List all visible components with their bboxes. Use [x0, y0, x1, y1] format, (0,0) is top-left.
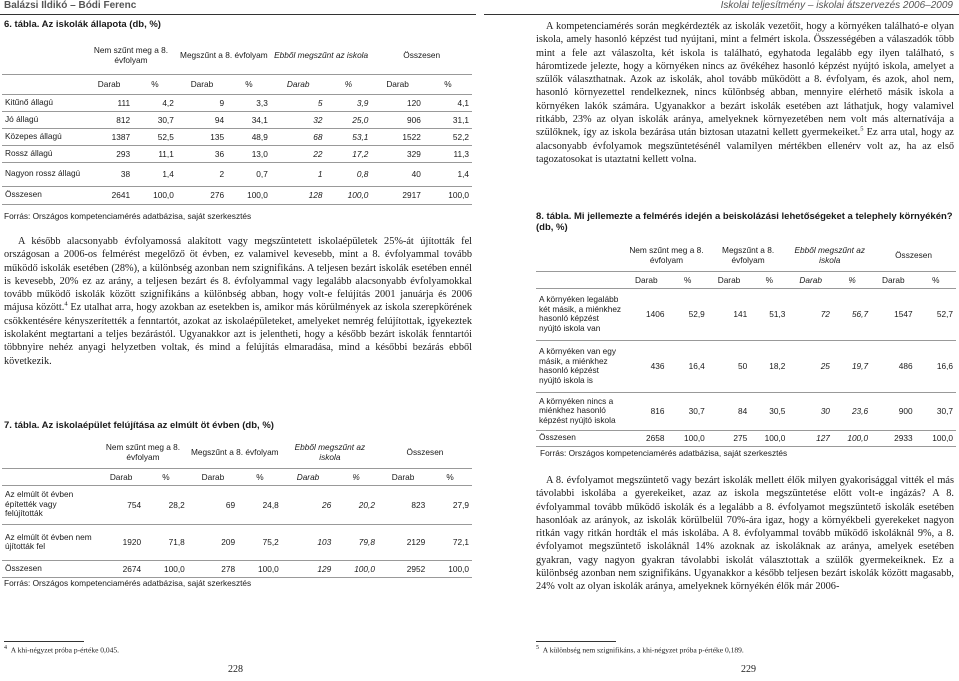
cell: 329: [371, 145, 423, 162]
cell: 36: [177, 145, 227, 162]
cell: 52,5: [133, 128, 177, 145]
table-row: [536, 340, 956, 392]
row-label: Rossz állagú: [2, 145, 85, 162]
footnote: [4, 645, 119, 655]
cell: 135: [177, 128, 227, 145]
cell: 51,3: [750, 288, 788, 340]
table6-subhead: %: [424, 74, 472, 94]
cell: 3,3: [227, 94, 271, 111]
table7-subhead: %: [334, 468, 378, 485]
cell: 71,8: [144, 524, 188, 560]
table6-subhead: %: [227, 74, 271, 94]
cell: 30: [788, 392, 833, 430]
table-row: [536, 288, 956, 340]
cell: 11,1: [133, 145, 177, 162]
cell: 24,8: [238, 485, 282, 524]
cell: 27,9: [428, 485, 472, 524]
cell: 16,6: [916, 340, 956, 392]
row-label: Kitűnő állagú: [2, 94, 85, 111]
cell: 754: [98, 485, 144, 524]
table8-col-group: Összesen: [871, 239, 956, 271]
cell: 72,1: [428, 524, 472, 560]
cell: 2: [177, 162, 227, 186]
cell: 100,0: [424, 186, 472, 204]
table7-source: Forrás: Országos kompetenciamérés adatbázisa, saját szerkesztés: [4, 578, 252, 588]
table6-col-group: Nem szűnt meg a 8. évfolyam: [85, 36, 177, 74]
cell: 5: [271, 94, 326, 111]
cell: 22: [271, 145, 326, 162]
cell: 3,9: [325, 94, 371, 111]
cell: 34,1: [227, 111, 271, 128]
cell: 100,0: [833, 430, 871, 446]
row-label: Az elmúlt öt évben építették vagy felújították: [2, 485, 98, 524]
page-number: 229: [741, 664, 756, 675]
cell: 100,0: [750, 430, 788, 446]
cell: 2641: [85, 186, 133, 204]
left-page: [0, 0, 476, 681]
cell: 11,3: [424, 145, 472, 162]
cell: 30,7: [133, 111, 177, 128]
cell: 128: [271, 186, 326, 204]
cell: 823: [378, 485, 428, 524]
table6: [2, 36, 472, 205]
cell: 129: [282, 560, 334, 577]
cell: 1,4: [133, 162, 177, 186]
cell: 72: [788, 288, 833, 340]
table6-source: Forrás: Országos kompetenciamérés adatbázisa, saját szerkesztés: [4, 211, 252, 221]
table7: [2, 436, 472, 578]
cell: 1547: [871, 288, 916, 340]
table8-subhead: Darab: [788, 271, 833, 288]
paragraph-text-cont: Ez arra utal, hogy az alacsonyabb évfolyamok megszüntetésénél valamilyen mértékben ellenérv volt az, ha az első tagozatosokat is utaztatni kellett volna.: [536, 127, 955, 165]
table7-subhead-blank: [2, 468, 98, 485]
row-label: Összesen: [2, 186, 85, 204]
table6-col-group: Ebből megszűnt az iskola: [271, 36, 372, 74]
cell: 50: [708, 340, 750, 392]
row-label: Összesen: [536, 430, 625, 446]
table8-col-group: Ebből megszűnt az iskola: [788, 239, 871, 271]
cell: 30,5: [750, 392, 788, 430]
footnote-rule: [4, 641, 84, 642]
cell: 100,0: [428, 560, 472, 577]
table7-subhead: Darab: [378, 468, 428, 485]
cell: 2933: [871, 430, 916, 446]
body-paragraph: [536, 20, 954, 166]
cell: 816: [625, 392, 667, 430]
cell: 52,2: [424, 128, 472, 145]
cell: 2658: [625, 430, 667, 446]
right-page: [484, 0, 959, 681]
table7-subhead: Darab: [188, 468, 238, 485]
table-row: [2, 162, 472, 186]
cell: 17,2: [325, 145, 371, 162]
table6-subhead-blank: [2, 74, 85, 94]
paragraph-text: A később alacsonyabb évfolyamossá alakított vagy megszüntetett iskolaépületek 25%-át újították fel országosan a 2006-os felmérést megelőző öt évben, ez valamivel kevesebb, mint a 8. évfolyammal tovább működő iskolák esetében (28%), a különbség azonban nem szignifikáns. A teljesen bezárt iskolák esetében ennél is kevesebb, 20% ez az arány, a teljesen bezárt és 8. évfolyammal vagy legalább alacsonyabb évfolyamokkal tovább működő iskolák között szignifikáns a különbség abban, hogy volt-e felújítás 2001 januárja és 2006 májusa között.: [4, 236, 472, 314]
running-header-title: Iskolai teljesítmény – iskolai átszervezés 2006–2009: [720, 0, 953, 11]
cell: 40: [371, 162, 423, 186]
cell: 100,0: [227, 186, 271, 204]
table8-subhead: %: [668, 271, 708, 288]
footnote-text: A khi-négyzet próba p-értéke 0,045.: [10, 645, 120, 655]
cell: 278: [188, 560, 238, 577]
footnote-text: A különbség nem szignifikáns, a khi-négyzet próba p-értéke 0,189.: [542, 645, 744, 655]
table7-title: 7. tábla. Az iskolaépület felújítása az elmúlt öt évben (db, %): [4, 420, 274, 431]
table6-subhead: Darab: [371, 74, 423, 94]
row-label: Összesen: [2, 560, 98, 577]
cell: 2129: [378, 524, 428, 560]
table8-subhead: %: [833, 271, 871, 288]
cell: 84: [708, 392, 750, 430]
table6-col-group: Összesen: [371, 36, 472, 74]
row-label: Nagyon rossz állagú: [2, 162, 85, 186]
cell: 2917: [371, 186, 423, 204]
cell: 812: [85, 111, 133, 128]
footnote-ref: 4: [64, 301, 68, 309]
table7-subhead: %: [144, 468, 188, 485]
table7-col-group: Nem szűnt meg a 8. évfolyam: [98, 436, 188, 468]
cell: 276: [177, 186, 227, 204]
paragraph-text: A 8. évfolyamot megszüntető vagy bezárt iskolák mellett élők milyen gyakorisággal vitték el más távolabbi iskolába a gyerekeiket, azaz az iskola megszüntetése előtt volt-e ingázás? A 8. évfolyammal tovább működő iskolák és a legalább a 8. évfolyamot megszüntető iskolák esetében hasonlóak az arányok, az iskolák körülbelül 70%-ára igaz, hogy a környékbeli gyerekeket nagyon ritkán vagy ritkán hordták el más iskolába. A 8. évfolyammal tovább működő iskoláknál 9%, a 8. évfolyamot megszüntető iskoláknál 14% azoknak az iskoláknak az aránya, amelyek esetében gyakran, vagy nagyon gyakran távolabbi iskolát választottak a szülők gyermekeiknek. Ez a különbség azonban nem szignifikáns. Ugyanakkor a később teljesen bezárt iskolák között magasabb, 24% volt az olyan iskolák aránya, amelyeknek környékén élők már 2006-: [536, 475, 954, 593]
cell: 275: [708, 430, 750, 446]
table6-subhead: Darab: [271, 74, 326, 94]
cell: 75,2: [238, 524, 282, 560]
table8-subhead: Darab: [871, 271, 916, 288]
cell: 38: [85, 162, 133, 186]
table6-subhead: %: [325, 74, 371, 94]
table6-subhead: Darab: [85, 74, 133, 94]
table7-subhead: %: [238, 468, 282, 485]
row-label: A környéken nincs a miénkhez hasonló képzést nyújtó iskola: [536, 392, 625, 430]
table8-subhead: Darab: [625, 271, 667, 288]
cell: 30,7: [668, 392, 708, 430]
running-header-author: Balázsi Ildikó – Bódi Ferenc: [4, 0, 137, 11]
page-number: 228: [228, 664, 243, 675]
cell: 26: [282, 485, 334, 524]
cell: 23,6: [833, 392, 871, 430]
footnote-ref: 5: [860, 125, 864, 133]
table6-subhead: %: [133, 74, 177, 94]
cell: 100,0: [668, 430, 708, 446]
cell: 436: [625, 340, 667, 392]
cell: 30,7: [916, 392, 956, 430]
cell: 100,0: [144, 560, 188, 577]
paragraph-text-cont: Ez utalhat arra, hogy azokban az esetekben is, amikor más körülmények az iskola szerepkörének csökkentésére kényszerítették a fenntartót, azokat az iskolaépületeket, amelyeket nemrég felújítottak, igyekeztek iskolaként megtartani a teljes bezárástól. Ugyanakkor azt is jelentheti, hogy a később bezárt iskolák fenntartói többnyire nehéz anyagi helyzetben voltak, és mind a felújítás elmaradása, mind a későbbi bezárás ebből következik.: [4, 302, 472, 367]
cell: 31,1: [424, 111, 472, 128]
cell: 94: [177, 111, 227, 128]
table-row: [2, 485, 472, 524]
cell: 9: [177, 94, 227, 111]
cell: 141: [708, 288, 750, 340]
cell: 906: [371, 111, 423, 128]
table8: [536, 239, 956, 447]
cell: 25,0: [325, 111, 371, 128]
table-row: [536, 392, 956, 430]
cell: 28,2: [144, 485, 188, 524]
cell: 100,0: [238, 560, 282, 577]
row-label: Az elmúlt öt évben nem újították fel: [2, 524, 98, 560]
cell: 120: [371, 94, 423, 111]
table8-subhead: Darab: [708, 271, 750, 288]
table8-source: Forrás: Országos kompetenciamérés adatbázisa, saját szerkesztés: [540, 448, 788, 458]
cell: 111: [85, 94, 133, 111]
footnote-number: 5: [536, 645, 539, 651]
table8-subhead-blank: [536, 271, 625, 288]
cell: 53,1: [325, 128, 371, 145]
table8-subhead: %: [750, 271, 788, 288]
table-row: [2, 94, 472, 111]
cell: 25: [788, 340, 833, 392]
table-row: [2, 186, 472, 204]
cell: 19,7: [833, 340, 871, 392]
cell: 293: [85, 145, 133, 162]
cell: 100,0: [133, 186, 177, 204]
cell: 1387: [85, 128, 133, 145]
cell: 2952: [378, 560, 428, 577]
table8-col-group: Nem szűnt meg a 8. évfolyam: [625, 239, 708, 271]
cell: 56,7: [833, 288, 871, 340]
cell: 209: [188, 524, 238, 560]
cell: 100,0: [334, 560, 378, 577]
cell: 79,8: [334, 524, 378, 560]
table-row: [536, 430, 956, 446]
table7-subhead: Darab: [98, 468, 144, 485]
paragraph-text: A kompetenciamérés során megkérdezték az iskolák vezetőit, hogy a környéken található-e olyan iskola, amely hasonló képzést tud nyújtani, mint a felmért iskola. Összességében a válaszadók több mint a fele azt válaszolta, két iskola is található, egyhatoda legalább egy ilyen található, s háromtizede jelezte, hogy a környéken nincs az övékéhez hasonló képzést nyújtó iskola, amelyet a szülők választhatnak. Azok az iskolák, ahol tovább működött a 8. évfolyam, és azok, ahol nem, hasonló környezettel rendelkeznek, nincs különbség abban, mennyire elérhető másik iskola a környéken lakók számára. Ugyanakkor a bezárt iskolák esetében azt láthatjuk, hogy valamivel ritkább, 23% az olyan iskolák aránya, amelyeknek környezetében nem volt más alternatívája a szülőknek, így az iskola bezárása után biztosan utazatni kellett gyermekeiket.: [536, 21, 954, 139]
table8-title: 8. tábla. Mi jellemezte a felmérés idején a beiskolázási lehetőségeket a telephely környékén? (db, %): [536, 211, 953, 233]
row-label: Közepes állagú: [2, 128, 85, 145]
footnote-number: 4: [4, 645, 7, 651]
table8-subhead: %: [916, 271, 956, 288]
row-label: Jó állagú: [2, 111, 85, 128]
table6-subhead: Darab: [177, 74, 227, 94]
cell: 13,0: [227, 145, 271, 162]
table7-col-group: Ebből megszűnt az iskola: [282, 436, 378, 468]
cell: 2674: [98, 560, 144, 577]
cell: 4,2: [133, 94, 177, 111]
table7-corner: [2, 436, 98, 468]
body-paragraph: [4, 235, 472, 368]
table6-col-group: Megszűnt a 8. évfolyam: [177, 36, 271, 74]
cell: 1,4: [424, 162, 472, 186]
cell: 127: [788, 430, 833, 446]
table7-col-group: Megszűnt a 8. évfolyam: [188, 436, 282, 468]
cell: 52,7: [916, 288, 956, 340]
table8-col-group: Megszűnt a 8. évfolyam: [708, 239, 789, 271]
cell: 1522: [371, 128, 423, 145]
cell: 1920: [98, 524, 144, 560]
table-row: [2, 128, 472, 145]
table6-title: 6. tábla. Az iskolák állapota (db, %): [4, 19, 161, 30]
table-row: [2, 111, 472, 128]
cell: 100,0: [916, 430, 956, 446]
cell: 1: [271, 162, 326, 186]
cell: 900: [871, 392, 916, 430]
table7-subhead: Darab: [282, 468, 334, 485]
row-label: A környéken legalább két másik, a miénkhez hasonló képzést nyújtó iskola van: [536, 288, 625, 340]
header-rule: [0, 14, 476, 15]
cell: 0,7: [227, 162, 271, 186]
cell: 20,2: [334, 485, 378, 524]
table-row: [2, 145, 472, 162]
cell: 16,4: [668, 340, 708, 392]
cell: 68: [271, 128, 326, 145]
cell: 1406: [625, 288, 667, 340]
body-paragraph: [536, 474, 954, 594]
table-row: [2, 560, 472, 577]
cell: 52,9: [668, 288, 708, 340]
cell: 48,9: [227, 128, 271, 145]
cell: 0,8: [325, 162, 371, 186]
table7-col-group: Összesen: [378, 436, 472, 468]
cell: 100,0: [325, 186, 371, 204]
footnote-rule: [536, 641, 616, 642]
cell: 69: [188, 485, 238, 524]
cell: 486: [871, 340, 916, 392]
cell: 103: [282, 524, 334, 560]
row-label: A környéken van egy másik, a miénkhez hasonló képzést nyújtó iskola is: [536, 340, 625, 392]
header-rule: [484, 14, 959, 15]
cell: 4,1: [424, 94, 472, 111]
cell: 18,2: [750, 340, 788, 392]
table-row: [2, 524, 472, 560]
cell: 32: [271, 111, 326, 128]
footnote: [536, 645, 744, 655]
table8-corner: [536, 239, 625, 271]
table7-subhead: %: [428, 468, 472, 485]
table6-corner: [2, 36, 85, 74]
